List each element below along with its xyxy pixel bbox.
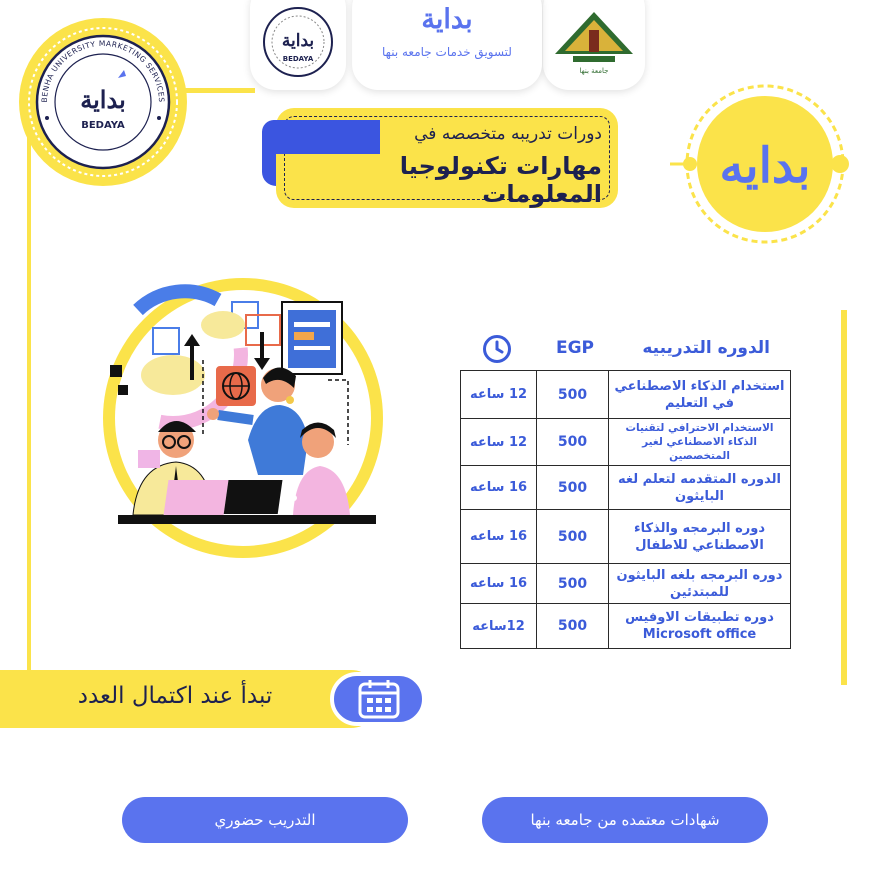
svg-text:بداية: بداية bbox=[281, 31, 315, 51]
price-cell: 500 bbox=[537, 604, 609, 649]
bedaya-badge bbox=[670, 84, 860, 244]
price-cell: 500 bbox=[537, 371, 609, 419]
bedaya-main-logo bbox=[15, 14, 191, 190]
svg-text:BEDAYA: BEDAYA bbox=[282, 55, 314, 63]
price-cell: 500 bbox=[537, 419, 609, 466]
course-name-cell: دوره البرمجه بلغه البايثون للمبتدئين bbox=[609, 564, 791, 604]
attendance-button[interactable]: التدريب حضوري bbox=[122, 797, 408, 843]
course-name-cell: استخدام الذكاء الاصطناعي في التعليم bbox=[609, 371, 791, 419]
badge-text: بدايه bbox=[719, 138, 811, 194]
logo-arabic-mark: بداية bbox=[80, 85, 126, 114]
title-banner bbox=[262, 112, 614, 206]
right-frame-line bbox=[841, 310, 847, 685]
logo-name: BEDAYA bbox=[81, 120, 125, 131]
logo-ring-text: BENHA UNIVERSITY MARKETING SERVICES bbox=[39, 38, 167, 103]
benha-university-logo-card bbox=[543, 0, 645, 90]
duration-cell: 16 ساعه bbox=[461, 510, 537, 564]
bedaya-small-logo-card bbox=[250, 0, 346, 90]
table-row bbox=[461, 564, 791, 604]
course-name-cell: دوره تطبيقات الاوفيس Microsoft office bbox=[609, 604, 791, 649]
duration-cell: 12ساعه bbox=[461, 604, 537, 649]
team-illustration bbox=[98, 270, 388, 570]
duration-cell: 12 ساعه bbox=[461, 371, 537, 419]
brand-subtitle: لتسويق خدمات جامعه بنها bbox=[382, 45, 512, 59]
start-banner bbox=[0, 668, 428, 730]
table-row bbox=[461, 510, 791, 564]
calendar-icon bbox=[357, 678, 401, 720]
banner-line1: دورات تدريبه متخصصه في bbox=[414, 124, 602, 144]
course-name-cell: الاستخدام الاحترافي لتقنيات الذكاء الاصطناعي لغير المتخصصين bbox=[609, 419, 791, 466]
course-name-cell: الدوره المتقدمه لتعلم لغه البايثون bbox=[609, 466, 791, 510]
header-price: EGP bbox=[555, 338, 595, 358]
bedaya-small-logo bbox=[250, 0, 346, 90]
duration-cell: 16 ساعه bbox=[461, 466, 537, 510]
course-name-cell: دوره البرمجه والذكاء الاصطناعي للاطفال bbox=[609, 510, 791, 564]
svg-text:جامعة بنها: جامعة بنها bbox=[579, 67, 609, 75]
clock-icon bbox=[482, 334, 512, 364]
brand-title-card bbox=[352, 0, 542, 90]
table-row bbox=[461, 604, 791, 649]
price-cell: 500 bbox=[537, 564, 609, 604]
price-cell: 500 bbox=[537, 466, 609, 510]
header-course: الدوره التدريبيه bbox=[642, 338, 770, 358]
table-row bbox=[461, 371, 791, 419]
price-cell: 500 bbox=[537, 510, 609, 564]
certificates-button[interactable]: شهادات معتمده من جامعه بنها bbox=[482, 797, 768, 843]
benha-university-logo bbox=[543, 0, 645, 90]
start-banner-text: تبدأ عند اكتمال العدد bbox=[77, 683, 273, 709]
courses-table bbox=[460, 370, 791, 649]
brand-title: بداية bbox=[421, 4, 473, 35]
table-row bbox=[461, 466, 791, 510]
table-row bbox=[461, 419, 791, 466]
banner-line2: مهارات تكنولوجيا المعلومات bbox=[399, 152, 602, 208]
duration-cell: 16 ساعه bbox=[461, 564, 537, 604]
duration-cell: 12 ساعه bbox=[461, 419, 537, 466]
